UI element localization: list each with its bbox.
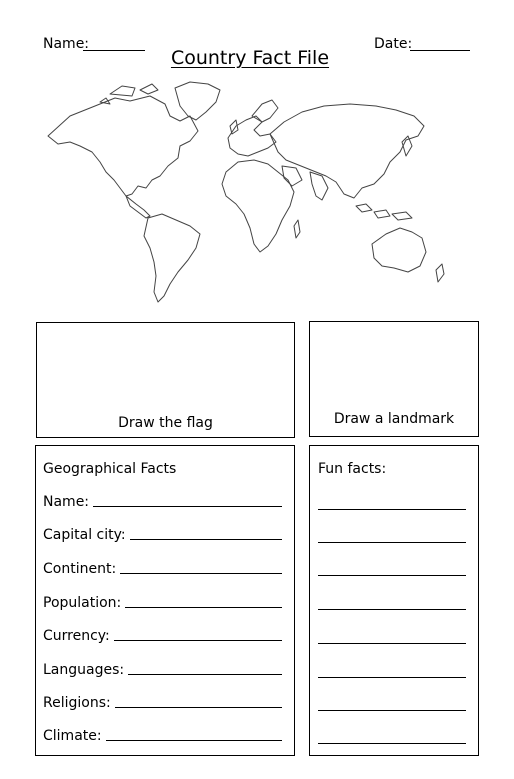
- fun-facts-heading: Fun facts:: [318, 461, 387, 477]
- fact-row-religions[interactable]: [43, 695, 282, 711]
- fact-label: Currency:: [43, 628, 110, 644]
- fun-fact-line[interactable]: [318, 743, 466, 744]
- fact-row-languages[interactable]: [43, 662, 282, 678]
- fact-row-name[interactable]: [43, 494, 282, 510]
- fun-fact-line[interactable]: [318, 643, 466, 644]
- fact-label: Climate:: [43, 728, 102, 744]
- fact-label: Languages:: [43, 662, 125, 678]
- fact-fill-line[interactable]: [120, 572, 282, 574]
- fact-row-continent[interactable]: [43, 561, 282, 577]
- world-map-icon: [40, 76, 452, 312]
- fact-fill-line[interactable]: [115, 706, 282, 708]
- fun-fact-line[interactable]: [318, 710, 466, 711]
- fun-fact-line[interactable]: [318, 677, 466, 678]
- page-title: Country Fact File: [170, 47, 330, 69]
- fun-fact-line[interactable]: [318, 609, 466, 610]
- draw-landmark-box[interactable]: [309, 321, 479, 437]
- fact-row-currency[interactable]: [43, 628, 282, 644]
- geographical-facts-box: [35, 445, 295, 756]
- fact-fill-line[interactable]: [106, 739, 282, 741]
- fun-fact-line[interactable]: [318, 575, 466, 576]
- fact-row-capital[interactable]: [43, 527, 282, 543]
- flag-caption: Draw the flag: [118, 415, 213, 431]
- fact-label: Population:: [43, 595, 122, 611]
- fact-fill-line[interactable]: [114, 639, 282, 641]
- fact-fill-line[interactable]: [128, 673, 282, 675]
- fun-fact-line[interactable]: [318, 509, 466, 510]
- fact-fill-line[interactable]: [130, 538, 282, 540]
- fun-fact-line[interactable]: [318, 542, 466, 543]
- date-label: Date:: [374, 36, 413, 52]
- name-label: Name:: [43, 36, 90, 52]
- fact-label: Name:: [43, 494, 90, 510]
- fact-label: Capital city:: [43, 527, 126, 543]
- landmark-caption: Draw a landmark: [333, 411, 455, 427]
- draw-flag-box[interactable]: [36, 322, 295, 438]
- fun-facts-box: [309, 445, 479, 756]
- fact-row-climate[interactable]: [43, 728, 282, 744]
- facts-heading: Geographical Facts: [43, 461, 177, 477]
- fact-fill-line[interactable]: [93, 505, 282, 507]
- fact-label: Religions:: [43, 695, 111, 711]
- fact-fill-line[interactable]: [125, 606, 282, 608]
- fact-row-population[interactable]: [43, 595, 282, 611]
- fact-label: Continent:: [43, 561, 117, 577]
